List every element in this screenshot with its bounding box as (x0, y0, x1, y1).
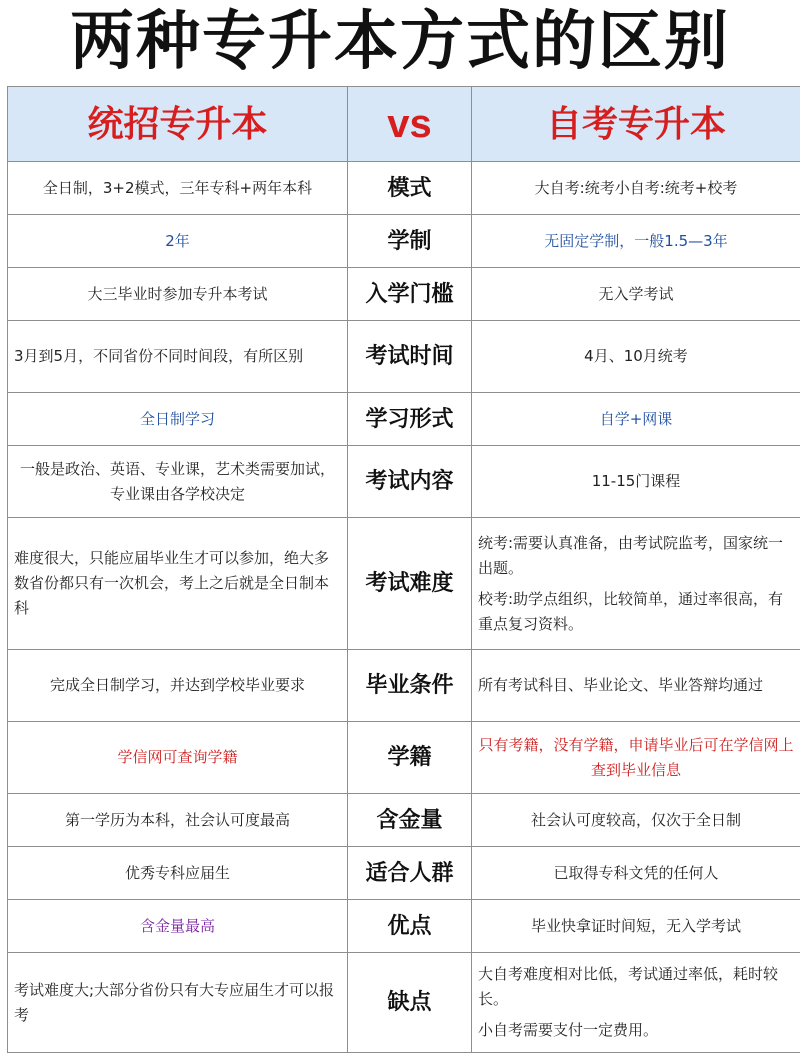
row-left-cell: 全日制学习 (8, 393, 348, 446)
table-row (8, 162, 800, 215)
table-row (8, 953, 800, 1053)
row-label: 考试内容 (348, 446, 472, 518)
row-right-cell (472, 518, 800, 650)
row-label: 学制 (348, 215, 472, 268)
table-row (8, 794, 800, 847)
row-left-cell: 完成全日制学习，并达到学校毕业要求 (8, 650, 348, 722)
table-row (8, 900, 800, 953)
row-right-cell: 已取得专科文凭的任何人 (472, 847, 800, 900)
header-left: 统招专升本 (8, 87, 348, 162)
row-label: 入学门槛 (348, 268, 472, 321)
row-label: 缺点 (348, 953, 472, 1053)
row-right-cell: 自学+网课 (472, 393, 800, 446)
row-label: 考试时间 (348, 321, 472, 393)
row-left-cell: 难度很大，只能应届毕业生才可以参加，绝大多数省份都只有一次机会，考上之后就是全日制本科 (8, 518, 348, 650)
row-right-cell: 11-15门课程 (472, 446, 800, 518)
row-right-cell: 大自考:统考小自考:统考+校考 (472, 162, 800, 215)
comparison-table (7, 86, 800, 1053)
row-label: 模式 (348, 162, 472, 215)
table-row (8, 847, 800, 900)
row-left-cell: 学信网可查询学籍 (8, 722, 348, 794)
header-vs: vs (348, 87, 472, 162)
table-row (8, 215, 800, 268)
row-left-cell: 第一学历为本科，社会认可度最高 (8, 794, 348, 847)
row-right-cell (472, 953, 800, 1053)
row-label: 优点 (348, 900, 472, 953)
row-label: 含金量 (348, 794, 472, 847)
row-label: 学籍 (348, 722, 472, 794)
table-row (8, 722, 800, 794)
row-left-cell: 全日制，3+2模式，三年专科+两年本科 (8, 162, 348, 215)
right-paragraph: 大自考难度相对比低，考试通过率低，耗时较长。 (478, 962, 794, 1012)
table-row (8, 321, 800, 393)
table-row (8, 650, 800, 722)
row-label: 适合人群 (348, 847, 472, 900)
row-right-cell: 只有考籍，没有学籍，申请毕业后可在学信网上查到毕业信息 (472, 722, 800, 794)
row-left-cell: 大三毕业时参加专升本考试 (8, 268, 348, 321)
header-right: 自考专升本 (472, 87, 800, 162)
row-label: 学习形式 (348, 393, 472, 446)
row-left-cell: 优秀专科应届生 (8, 847, 348, 900)
table-row (8, 393, 800, 446)
row-right-cell: 无入学考试 (472, 268, 800, 321)
right-paragraph: 小自考需要支付一定费用。 (478, 1018, 794, 1043)
row-left-cell: 一般是政治、英语、专业课，艺术类需要加试，专业课由各学校决定 (8, 446, 348, 518)
row-right-cell: 无固定学制，一般1.5—3年 (472, 215, 800, 268)
row-right-cell: 毕业快拿证时间短，无入学考试 (472, 900, 800, 953)
row-right-cell: 所有考试科目、毕业论文、毕业答辩均通过 (472, 650, 800, 722)
right-paragraph: 校考:助学点组织，比较简单，通过率很高，有重点复习资料。 (478, 587, 794, 637)
table-row (8, 518, 800, 650)
row-left-cell: 考试难度大;大部分省份只有大专应届生才可以报考 (8, 953, 348, 1053)
right-paragraph: 统考:需要认真准备，由考试院监考，国家统一出题。 (478, 531, 794, 581)
row-left-cell: 2年 (8, 215, 348, 268)
row-label: 毕业条件 (348, 650, 472, 722)
row-left-cell: 3月到5月，不同省份不同时间段，有所区别 (8, 321, 348, 393)
row-right-cell: 社会认可度较高，仅次于全日制 (472, 794, 800, 847)
table-row (8, 268, 800, 321)
row-left-cell: 含金量最高 (8, 900, 348, 953)
row-label: 考试难度 (348, 518, 472, 650)
table-row (8, 446, 800, 518)
row-right-cell: 4月、10月统考 (472, 321, 800, 393)
table-header-row (8, 87, 800, 162)
page-title: 两种专升本方式的区别 (0, 0, 800, 84)
